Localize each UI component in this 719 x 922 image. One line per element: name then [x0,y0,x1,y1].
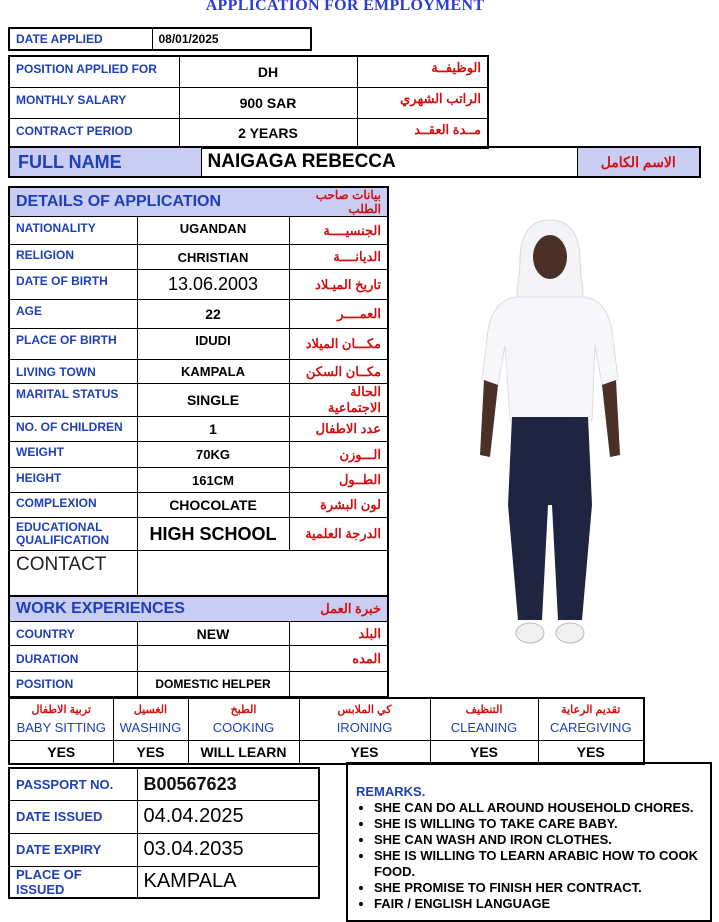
skill-cooking [188,698,299,740]
remarks-list [356,800,704,912]
complexion-label: COMPLEXION [9,493,137,518]
living-town-label: LIVING TOWN [9,360,137,384]
skill-baby-sitting-arabic: تربية الاطفال [31,704,91,717]
age-arabic: العمــــر [289,300,388,329]
remark-item: • FAIR / ENGLISH LANGUAGE [374,896,704,912]
duration-value [137,646,289,672]
weight-arabic: الـــوزن [289,442,388,468]
skill-baby-sitting [9,698,113,740]
date-issued-value: 04.04.2025 [137,800,319,833]
date-applied-label: DATE APPLIED [9,28,152,50]
religion-arabic: الديانــــة [289,245,388,270]
skill-washing-arabic: الغسيل [133,704,168,717]
remarks-box [346,762,712,922]
work-position-label: POSITION [9,671,137,697]
full-name-table [8,146,701,178]
details-table [8,186,389,604]
position-label: POSITION APPLIED FOR [9,56,179,87]
date-expiry-label: DATE EXPIRY [9,833,137,866]
dob-arabic: تاريخ الميـلاد [289,270,388,300]
remark-item: • SHE CAN DO ALL AROUND HOUSEHOLD CHORES. [374,800,704,816]
skill-cooking-arabic: الطبخ [230,704,257,717]
contract-value: 2 YEARS [179,118,357,148]
skill-ironing-label: IRONING [336,720,393,736]
education-label: EDUCATIONAL QUALIFICATION [9,518,137,551]
salary-arabic: الراتب الشهري [357,87,488,118]
full-name-label: FULL NAME [9,147,201,177]
height-arabic: الطــول [289,468,388,493]
education-value: HIGH SCHOOL [137,518,289,551]
skill-caregiving-value: YES [538,740,644,764]
full-name-arabic: الاسم الكامل [577,147,700,177]
date-expiry-value: 03.04.2035 [137,833,319,866]
nationality-arabic: الجنسيــــة [289,217,388,245]
country-label: COUNTRY [9,622,137,646]
work-position-arabic [289,671,388,697]
position-arabic: الوظيفــة [357,56,488,87]
skill-washing [113,698,188,740]
form-title: APPLICATION FOR EMPLOYMENT [205,0,485,14]
skill-cleaning [430,698,538,740]
skill-ironing [299,698,430,740]
age-value: 22 [137,300,289,329]
skill-washing-label: WASHING [119,720,182,736]
remark-item: • SHE IS WILLING TO TAKE CARE BABY. [374,816,704,832]
skill-caregiving-arabic: تقديم الرعاية [561,704,621,717]
work-header: WORK EXPERIENCES [9,596,289,622]
contract-arabic: مــدة العقــد [357,118,488,148]
place-of-birth-arabic: مكـــان الميلاد [289,329,388,360]
education-arabic: الدرجة العلمية [289,518,388,551]
height-label: HEIGHT [9,468,137,493]
contact-label: CONTACT [9,551,137,603]
remarks-label: REMARKS. [356,784,426,799]
children-label: NO. OF CHILDREN [9,417,137,442]
skill-cleaning-label: CLEANING [450,720,518,736]
weight-value: 70KG [137,442,289,468]
dob-value: 13.06.2003 [137,270,289,300]
date-applied-value: 08/01/2025 [152,28,311,50]
skill-caregiving-label: CAREGIVING [549,720,632,736]
weight-label: WEIGHT [9,442,137,468]
position-value: DH [179,56,357,87]
skill-baby-sitting-value: YES [9,740,113,764]
full-name-value: NAIGAGA REBECCA [201,147,577,177]
nationality-value: UGANDAN [137,217,289,245]
duration-arabic: المده [289,646,388,672]
complexion-arabic: لون البشرة [289,493,388,518]
date-applied-table [8,27,312,51]
dob-label: DATE OF BIRTH [9,270,137,300]
position-table [8,55,489,149]
skill-ironing-arabic: كي الملابس [337,704,392,717]
duration-label: DURATION [9,646,137,672]
details-header-arabic: بيانات صاحب الطلب [289,187,388,217]
marital-status-arabic: الحالة الاجتماعية [289,384,388,417]
nationality-label: NATIONALITY [9,217,137,245]
passport-table [8,767,320,899]
remark-item: • SHE CAN WASH AND IRON CLOTHES. [374,832,704,848]
remark-item: • SHE PROMISE TO FINISH HER CONTRACT. [374,880,704,896]
place-of-birth-label: PLACE OF BIRTH [9,329,137,360]
skill-cleaning-value: YES [430,740,538,764]
details-header: DETAILS OF APPLICATION [9,187,289,217]
skill-cooking-value: WILL LEARN [188,740,299,764]
skill-washing-value: YES [113,740,188,764]
work-table [8,595,389,698]
passport-no-value: B00567623 [137,768,319,800]
age-label: AGE [9,300,137,329]
place-issued-value: KAMPALA [137,866,319,898]
country-value: NEW [137,622,289,646]
applicant-photo [470,205,630,665]
work-position-value: DOMESTIC HELPER [137,671,289,697]
passport-no-label: PASSPORT NO. [9,768,137,800]
skill-baby-sitting-label: BABY SITTING [16,720,106,736]
work-header-arabic: خبرة العمل [289,596,388,622]
date-issued-label: DATE ISSUED [9,800,137,833]
religion-value: CHRISTIAN [137,245,289,270]
marital-status-label: MARITAL STATUS [9,384,137,417]
place-issued-label: PLACE OF ISSUED [9,866,137,898]
salary-value: 900 SAR [179,87,357,118]
children-value: 1 [137,417,289,442]
living-town-arabic: مكــان السكن [289,360,388,384]
complexion-value: CHOCOLATE [137,493,289,518]
skill-cooking-label: COOKING [212,720,275,736]
marital-status-value: SINGLE [137,384,289,417]
children-arabic: عدد الاطفال [289,417,388,442]
remark-item: • SHE IS WILLING TO LEARN ARABIC HOW TO COOK FOOD. [374,848,704,880]
living-town-value: KAMPALA [137,360,289,384]
place-of-birth-value: IDUDI [137,329,289,360]
country-arabic: البلد [289,622,388,646]
salary-label: MONTHLY SALARY [9,87,179,118]
skills-table [8,697,645,765]
skill-cleaning-arabic: التنظيف [465,704,503,717]
skill-caregiving [538,698,644,740]
religion-label: RELIGION [9,245,137,270]
skill-ironing-value: YES [299,740,430,764]
height-value: 161CM [137,468,289,493]
contract-label: CONTRACT PERIOD [9,118,179,148]
